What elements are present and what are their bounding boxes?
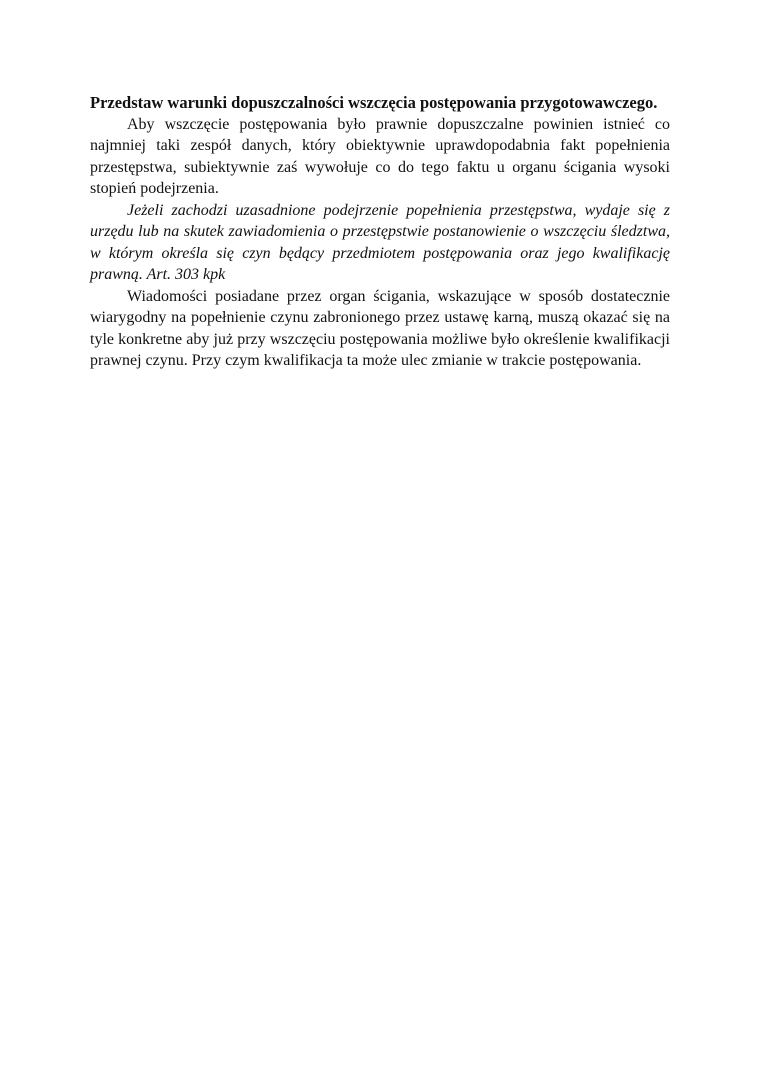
- question-heading: Przedstaw warunki dopuszczalności wszczęcia postępowania przygotowawczego.: [90, 93, 658, 112]
- document-page: [90, 92, 670, 372]
- paragraph-legal-quote: Jeżeli zachodzi uzasadnione podejrzenie popełnienia przestępstwa, wydaje się z urzędu lub na skutek zawiadomienia o przestępstwie postanowienie o wszczęciu śledztwa, w którym określa się czyn będący przedmiotem postępowania oraz jego kwalifikację prawną. Art. 303 kpk: [90, 201, 670, 283]
- paragraph-definition: Aby wszczęcie postępowania było prawnie dopuszczalne powinien istnieć co najmniej taki zespół danych, który obiektywnie uprawdopodabnia fakt popełnienia przestępstwa, subiektywnie zaś wywołuje co do tego faktu u organu ścigania wysoki stopień podejrzenia.: [90, 115, 670, 197]
- paragraph-qualification: Wiadomości posiadane przez organ ścigania, wskazujące w sposób dostatecznie wiarygodny na popełnienie czynu zabronionego przez ustawę karną, muszą okazać się na tyle konkretne aby już przy wszczęciu postępowania możliwe było określenie kwalifikacji prawnej czynu. Przy czym kwalifikacja ta może ulec zmianie w trakcie postępowania.: [90, 287, 670, 369]
